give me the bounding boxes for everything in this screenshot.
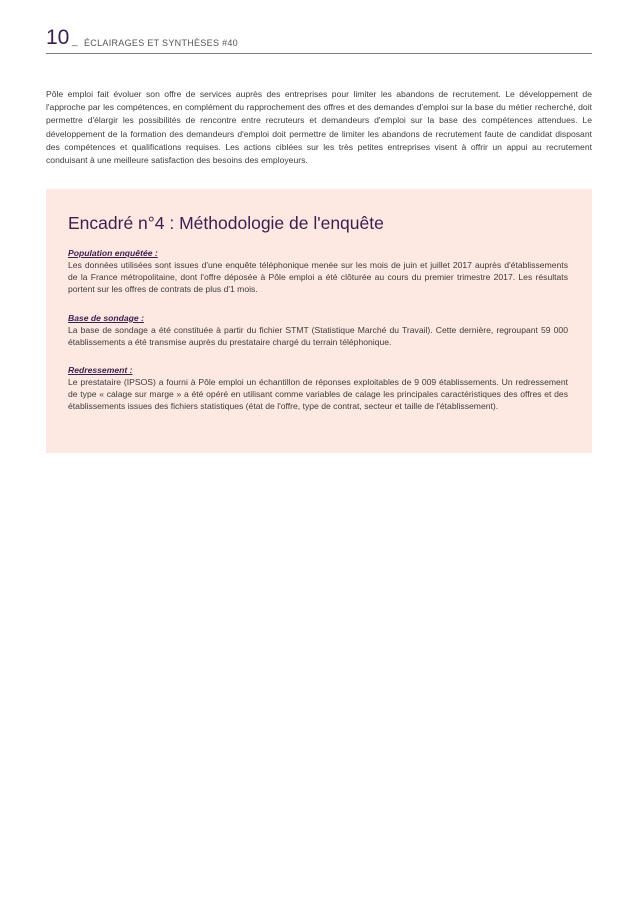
intro-paragraph: Pôle emploi fait évoluer son offre de services auprès des entreprises pour limiter les abandons de recrutement. Le développement de l'approche par les compétences, en complément du rapprochement des offres et des demandes d'emploi sur la base du métier recherché, doit permettre d'élargir les possibilités de rencontre entre recruteurs et demandeurs d'emploi sur la base des compétences attendues. Le développement de la formation des demandeurs d'emploi doit permettre de limiter les abandons de recrutement faute de candidat disposant des compétences et qualifications requises. Les actions ciblées sur les très petites entreprises visent à offrir un appui au recrutement conduisant à une meilleure satisfaction des besoins des employeurs. [46, 89, 592, 166]
section-text: Le prestataire (IPSOS) a fourni à Pôle emploi un échantillon de réponses exploitables de 9 009 établissements. Un redressement de type « calage sur marge » a été opéré en utilisant comme variables de calage les principales caractéristiques des offres et des établissements issues des fichiers statistiques (état de l'offre, type de contrat, secteur et taille de l'établissement). [68, 377, 568, 412]
section-population [68, 247, 568, 296]
section-sampling-base [68, 312, 568, 348]
section-heading: Redressement : [68, 365, 133, 375]
section-heading: Population enquêtée : [68, 248, 158, 258]
section-text: Les données utilisées sont issues d'une enquête téléphonique menée sur les mois de juin et juillet 2017 auprès d'établissements de la France métropolitaine, dont l'offre déposée à Pôle emploi a été clôturée au cours du premier trimestre 2017. Les résultats portent sur les offres de contrats de plus d'1 mois. [68, 260, 568, 295]
section-text: La base de sondage a été constituée à partir du fichier STMT (Statistique Marché du Travail). Cette dernière, regroupant 59 000 établissements a été transmise auprès du prestataire chargé du terrain téléphonique. [68, 325, 568, 348]
section-adjustment [68, 364, 568, 413]
page-number: 10 [46, 26, 70, 49]
header-separator: _ [72, 36, 78, 47]
section-title: ÉCLAIRAGES ET SYNTHÈSES #40 [84, 38, 238, 48]
methodology-box [46, 189, 592, 453]
page-header [46, 26, 592, 54]
section-heading: Base de sondage : [68, 313, 144, 323]
box-title: Encadré n°4 : Méthodologie de l'enquête [68, 213, 384, 233]
